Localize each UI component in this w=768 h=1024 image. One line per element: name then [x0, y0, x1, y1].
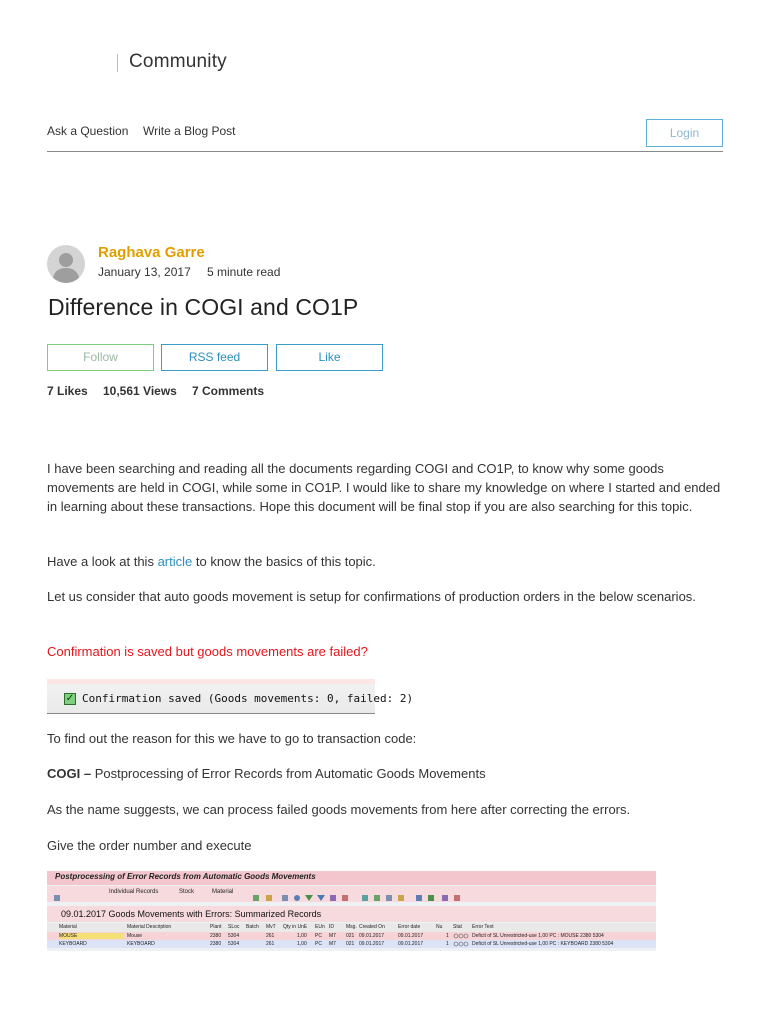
- column-header: Qty in UnE: [283, 924, 308, 930]
- table-cell: PC: [315, 941, 322, 947]
- article-link[interactable]: article: [157, 554, 193, 569]
- column-header: Plant: [210, 924, 222, 930]
- article-reference-paragraph: [47, 552, 727, 571]
- cogi-explanation: As the name suggests, we can process failed goods movements from here after correcting the errors.: [47, 802, 631, 817]
- stock-tool: Stock: [179, 889, 195, 895]
- cogi-title: Postprocessing of Error Records from Automatic Goods Movements: [55, 872, 316, 881]
- column-header: Batch: [246, 924, 259, 930]
- table-cell: 09.01.2017: [398, 933, 424, 939]
- intro-paragraph: I have been searching and reading all the documents regarding COGI and CO1P, to know why some goods movements are held in COGI, while some in CO1P. I would like to share my knowledge on where I started and ended in learning about these transactions. Hope this document will be final stop if you are also searching for this topic.: [47, 461, 721, 514]
- nav-write-blog-post[interactable]: Write a Blog Post: [143, 124, 236, 138]
- toolbar-icon-d: [293, 889, 301, 897]
- table-cell: 09.01.2017: [398, 941, 424, 947]
- scenario-heading: Confirmation is saved but goods movements are failed?: [47, 644, 368, 659]
- column-header: MvT: [266, 924, 276, 930]
- individual-records-tool: Individual Records: [109, 889, 159, 895]
- column-header: Material: [59, 924, 77, 930]
- table-cell: Deficit of SL Unrestricted-use 1,00 PC : KEYBOARD 2380 5304: [472, 941, 614, 947]
- cogi-table: [47, 923, 656, 948]
- table-cell: M7: [329, 941, 336, 947]
- community-title[interactable]: Community: [129, 51, 227, 72]
- table-row: [47, 940, 656, 948]
- table-cell: 5304: [228, 941, 240, 947]
- status-lights-icon: [453, 941, 469, 949]
- header-divider: [47, 151, 723, 152]
- table-cell: 1,00: [297, 941, 307, 947]
- table-cell: 1: [446, 933, 449, 939]
- toolbar-icon-h: [373, 889, 381, 897]
- column-header: EUn: [315, 924, 325, 930]
- read-time: 5 minute read: [207, 265, 281, 279]
- comments-count[interactable]: 7 Comments: [192, 384, 265, 398]
- cogi-heading-bar: [47, 906, 656, 922]
- column-header: Material Description: [127, 924, 172, 930]
- toolbar-icon-a: [252, 889, 260, 897]
- table-cell: MOUSE: [59, 933, 123, 939]
- confirmation-message: Confirmation saved (Goods movements: 0, failed: 2): [82, 692, 414, 705]
- toolbar-icon-e: [329, 889, 337, 897]
- table-cell: 5304: [228, 933, 240, 939]
- column-header: Msg.: [346, 924, 357, 930]
- table-cell: 261: [266, 933, 275, 939]
- table-cell: 1: [446, 941, 449, 947]
- like-button[interactable]: Like: [276, 344, 383, 371]
- author-name[interactable]: Raghava Garre: [98, 244, 205, 261]
- column-header: SLoc: [228, 924, 240, 930]
- column-header: Nu: [436, 924, 443, 930]
- toolbar-icon-c: [281, 889, 289, 897]
- table-cell: Deficit of SL Unrestricted-use 1,00 PC : MOUSE 2380 5304: [472, 933, 604, 939]
- likes-count: 7 Likes: [47, 384, 88, 398]
- toolbar-icon-i: [385, 889, 393, 897]
- avatar-icon[interactable]: [47, 245, 85, 283]
- scenario-paragraph: Let us consider that auto goods movement is setup for confirmations of production orders in the below scenarios.: [47, 589, 696, 604]
- views-count: 10,561 Views: [103, 384, 177, 398]
- table-cell: KEYBOARD: [59, 941, 87, 947]
- rss-feed-button[interactable]: RSS feed: [161, 344, 268, 371]
- toolbar-icon-n: [453, 889, 461, 897]
- cogi-description: Postprocessing of Error Records from Automatic Goods Movements: [91, 766, 486, 781]
- confirmation-screenshot: [47, 679, 414, 714]
- cogi-screenshot: [47, 871, 656, 951]
- table-row: [47, 932, 656, 940]
- table-cell: 021: [346, 941, 355, 947]
- filter-icon: [305, 889, 313, 897]
- follow-button[interactable]: Follow: [47, 344, 154, 371]
- toolbar-icon-j: [397, 889, 405, 897]
- cogi-heading: 09.01.2017 Goods Movements with Errors: Summarized Records: [61, 909, 322, 919]
- refresh-icon: [53, 889, 61, 897]
- toolbar-icon-m: [441, 889, 449, 897]
- screenshot-top-strip: [47, 679, 375, 684]
- table-cell: PC: [315, 933, 322, 939]
- table-cell: 1,00: [297, 933, 307, 939]
- page-title: Difference in COGI and CO1P: [48, 294, 359, 320]
- cogi-definition: [47, 764, 727, 783]
- column-header: Error date: [398, 924, 421, 930]
- execute-instruction: Give the order number and execute: [47, 838, 252, 853]
- column-header: ID: [329, 924, 334, 930]
- checkmark-icon: ✓: [65, 693, 75, 704]
- p2-text-after: to know the basics of this topic.: [192, 554, 376, 569]
- table-cell: KEYBOARD: [127, 941, 155, 947]
- table-cell: 021: [346, 933, 355, 939]
- table-cell: 09.01.2017: [359, 933, 385, 939]
- table-cell: Mouse: [127, 933, 143, 939]
- table-cell: M7: [329, 933, 336, 939]
- sort-icon: [317, 889, 325, 897]
- toolbar-icon-k: [415, 889, 423, 897]
- table-cell: 09.01.2017: [359, 941, 385, 947]
- column-header: Created On: [359, 924, 385, 930]
- cogi-label: COGI –: [47, 766, 92, 781]
- column-header: Error Text: [472, 924, 494, 930]
- p2-text-before: Have a look at this: [47, 554, 158, 569]
- toolbar-icon-g: [361, 889, 369, 897]
- brand-separator: [117, 54, 118, 72]
- table-header-row: [47, 923, 656, 932]
- cogi-toolbar: [47, 886, 656, 902]
- transaction-intro: To find out the reason for this we have to go to transaction code:: [47, 731, 417, 746]
- table-cell: 2380: [210, 933, 222, 939]
- table-cell: 2380: [210, 941, 222, 947]
- toolbar-icon-l: [427, 889, 435, 897]
- column-header: Stat: [453, 924, 462, 930]
- cogi-titlebar: [47, 871, 656, 885]
- post-date: January 13, 2017: [98, 265, 191, 279]
- table-cell: 261: [266, 941, 275, 947]
- nav-ask-question[interactable]: Ask a Question: [47, 124, 129, 138]
- material-tool: Material: [212, 889, 234, 895]
- site-header: [0, 0, 768, 155]
- login-button[interactable]: Login: [646, 119, 723, 147]
- toolbar-icon-f: [341, 889, 349, 897]
- toolbar-icon-b: [265, 889, 273, 897]
